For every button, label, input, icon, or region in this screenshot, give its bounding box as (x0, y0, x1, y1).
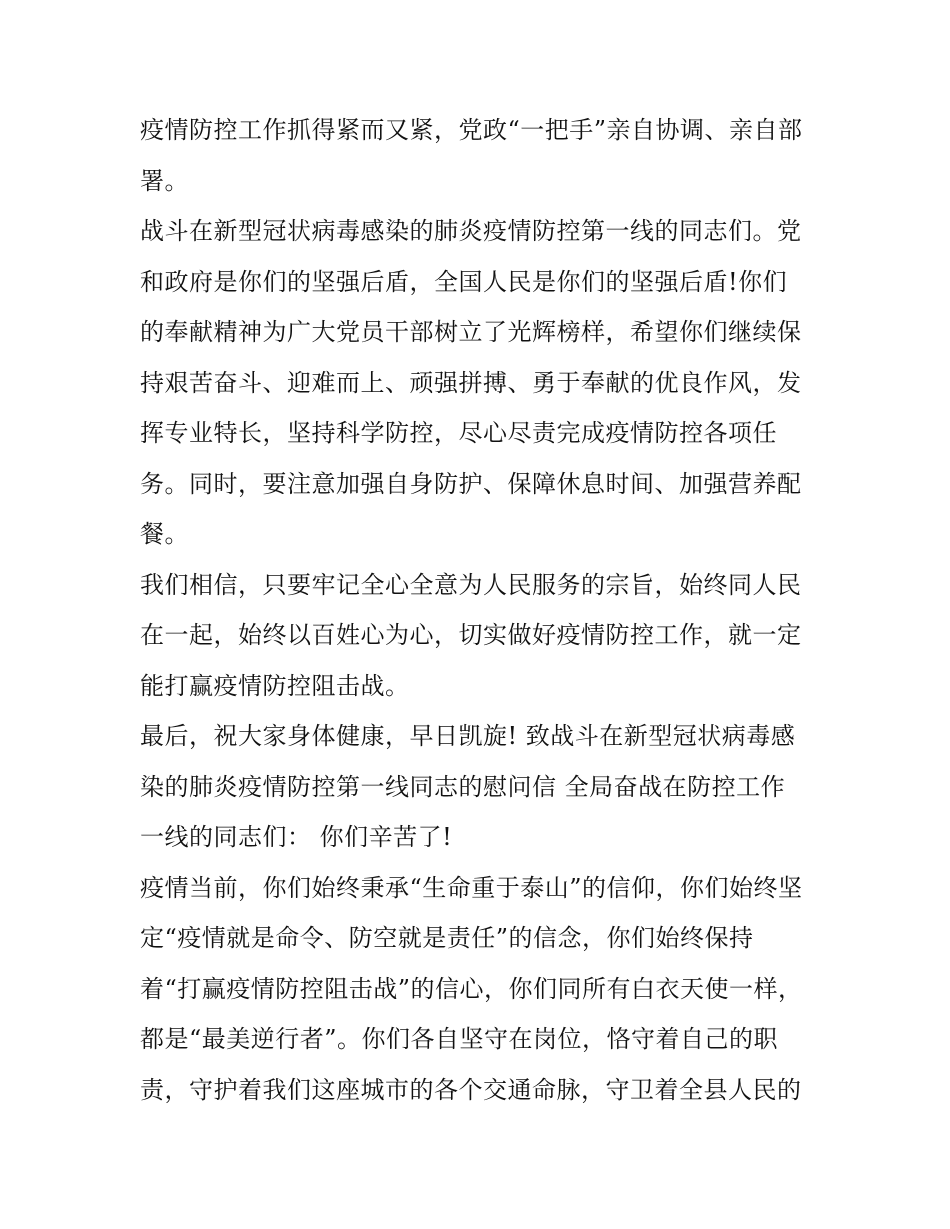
text-line: 战斗在新型冠状病毒感染的肺炎疫情防控第一线的同志们。党 (140, 217, 802, 245)
text-line: 定“疫情就是命令、防空就是责任”的信念，你们始终保持 (140, 924, 754, 952)
text-line: 我们相信，只要牢记全心全意为人民服务的宗旨，始终同人民 (140, 570, 802, 599)
text-line: 挥专业特长，坚持科学防控，尽心尽责完成疫情防控各项任 (140, 419, 777, 447)
body-text (140, 105, 830, 1115)
text-line: 持艰苦奋斗、迎难而上、顽强拼搏、勇于奉献的优良作风，发 (140, 368, 802, 397)
text-line: 餐。 (140, 520, 189, 548)
text-line: 的奉献精神为广大党员干部树立了光辉榜样，希望你们继续保 (140, 318, 802, 346)
text-line: 着“打赢疫情防控阻击战”的信心，你们同所有白衣天使一样， (140, 974, 803, 1003)
text-line: 务。同时，要注意加强自身防护、保障休息时间、加强营养配 (140, 469, 802, 498)
text-line: 染的肺炎疫情防控第一线同志的慰问信 全局奋战在防控工作 (140, 772, 786, 801)
text-line: 最后，祝大家身体健康，早日凯旋! 致战斗在新型冠状病毒感 (140, 722, 796, 750)
text-line: 署。 (140, 166, 189, 195)
text-line: 责，守护着我们这座城市的各个交通命脉，守卫着全县人民的 (140, 1075, 802, 1104)
text-line: 和政府是你们的坚强后盾，全国人民是你们的坚强后盾!你们 (140, 267, 788, 296)
text-line: 在一起，始终以百姓心为心，切实做好疫情防控工作，就一定 (140, 621, 802, 649)
text-line: 疫情当前，你们始终秉承“生命重于泰山”的信仰，你们始终坚 (140, 873, 803, 902)
text-line: 都是“最美逆行者”。你们各自坚守在岗位，恪守着自己的职 (140, 1025, 779, 1053)
text-line: 一线的同志们： 你们辛苦了! (140, 823, 453, 851)
text-line: 能打赢疫情防控阻击战。 (140, 671, 410, 700)
text-line: 疫情防控工作抓得紧而又紧，党政“一把手”亲自协调、亲自部 (140, 116, 803, 144)
